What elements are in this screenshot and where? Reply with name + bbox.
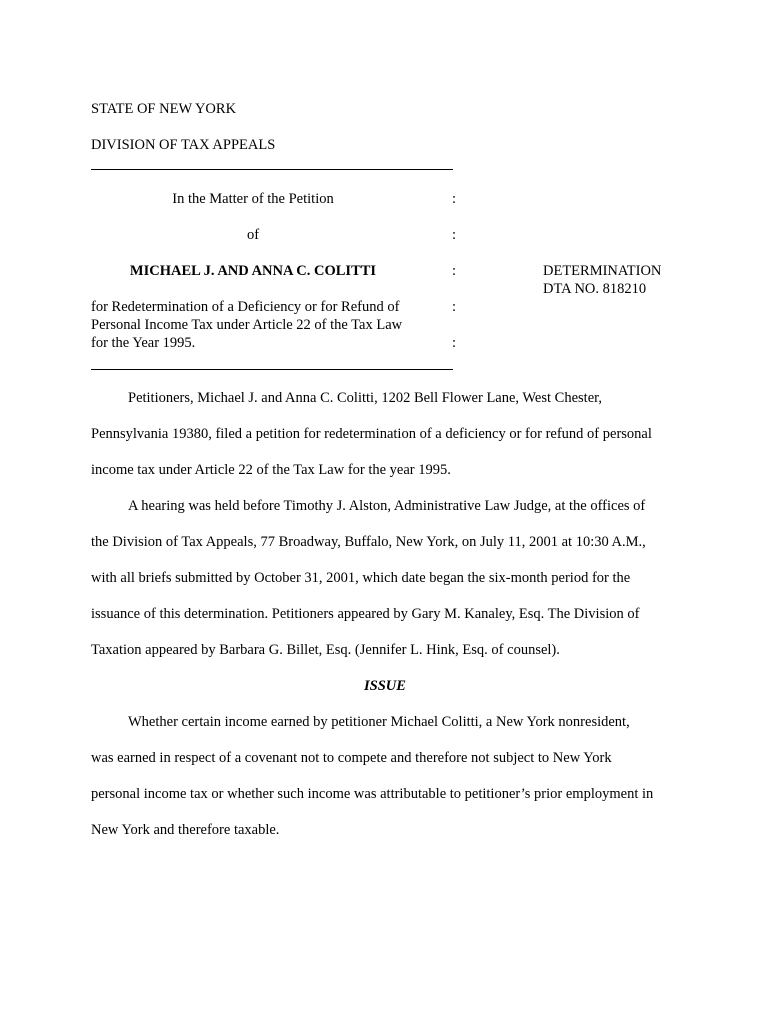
determination-label: DETERMINATION <box>543 263 662 279</box>
body-text-line: the Division of Tax Appeals, 77 Broadway, Buffalo, New York, on July 11, 2001 at 10:30 A.M., <box>91 534 646 550</box>
dta-number: DTA NO. 818210 <box>543 281 647 297</box>
body-text-line: Pennsylvania 19380, filed a petition for redetermination of a deficiency or for refund of personal <box>91 426 652 442</box>
caption-of: of <box>246 227 260 243</box>
caption-colon: : <box>452 191 457 207</box>
body-text-line: A hearing was held before Timothy J. Alston, Administrative Law Judge, at the offices of <box>128 498 646 514</box>
body-text-line: with all briefs submitted by October 31, 2001, which date began the six-month period for the <box>91 570 631 586</box>
caption-colon: : <box>452 263 457 279</box>
state-header: STATE OF NEW YORK <box>91 101 237 117</box>
caption-colon: : <box>452 299 457 315</box>
body-text-line: Petitioners, Michael J. and Anna C. Colitti, 1202 Bell Flower Lane, West Chester, <box>128 390 603 406</box>
issue-text-line: was earned in respect of a covenant not to compete and therefore not subject to New York <box>91 750 612 766</box>
division-header: DIVISION OF TAX APPEALS <box>91 137 276 153</box>
caption-purpose-line: for the Year 1995. <box>91 335 196 351</box>
caption-matter: In the Matter of the Petition <box>172 191 334 207</box>
caption-purpose-line: for Redetermination of a Deficiency or for Refund of <box>91 299 400 315</box>
body-text-line: Taxation appeared by Barbara G. Billet, Esq. (Jennifer L. Hink, Esq. of counsel). <box>91 642 560 658</box>
body-text-line: issuance of this determination. Petitioners appeared by Gary M. Kanaley, Esq. The Division of <box>91 606 640 622</box>
caption-purpose-line: Personal Income Tax under Article 22 of the Tax Law <box>91 317 403 333</box>
caption-bottom-rule <box>91 369 453 370</box>
issue-text-line: New York and therefore taxable. <box>91 822 280 838</box>
caption-colon: : <box>452 227 457 243</box>
caption-top-rule <box>91 169 453 170</box>
caption-petitioners: MICHAEL J. AND ANNA C. COLITTI <box>129 263 377 279</box>
issue-text-line: personal income tax or whether such income was attributable to petitioner’s prior employment in <box>91 786 654 802</box>
issue-heading: ISSUE <box>364 678 406 694</box>
issue-text-line: Whether certain income earned by petitioner Michael Colitti, a New York nonresident, <box>128 714 630 730</box>
body-text-line: income tax under Article 22 of the Tax Law for the year 1995. <box>91 462 451 478</box>
caption-colon: : <box>452 335 457 351</box>
